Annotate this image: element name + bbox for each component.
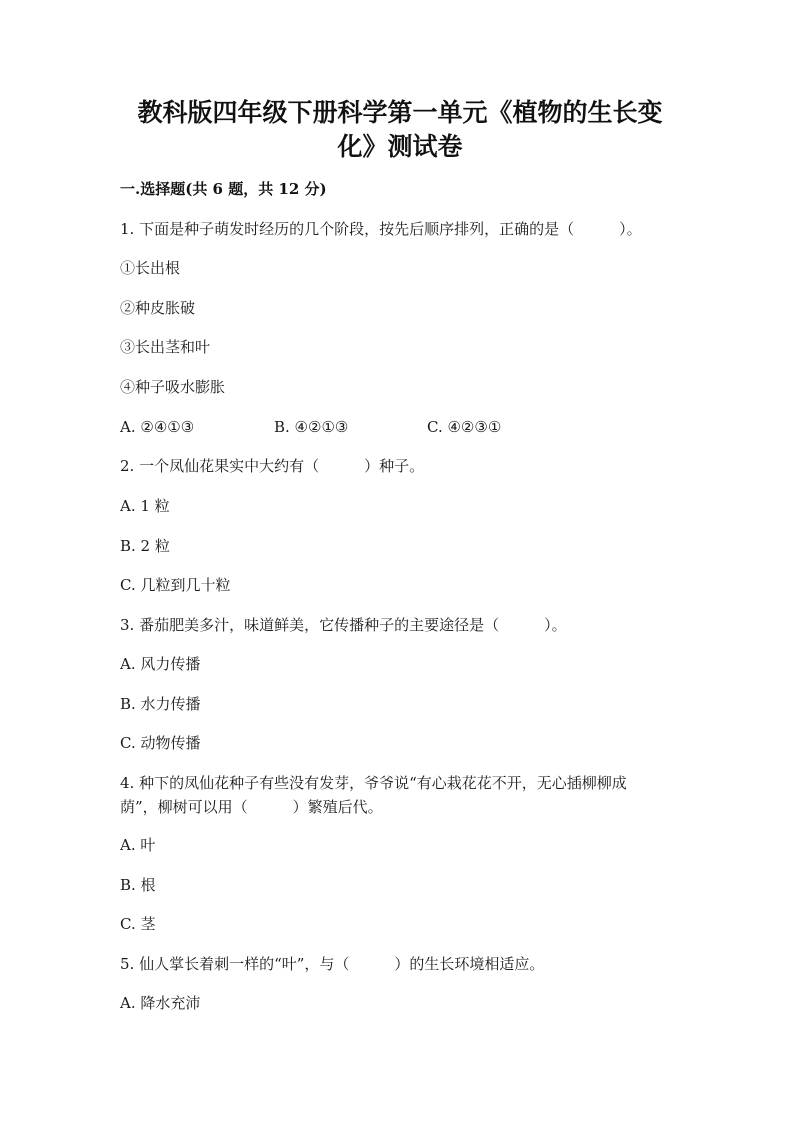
question-3-option-b[interactable]: B. 水力传播	[120, 695, 201, 713]
question-4-option-b[interactable]: B. 根	[120, 876, 156, 894]
question-4-option-c[interactable]: C. 茎	[120, 915, 156, 933]
page-title-line-1: 教科版四年级下册科学第一单元《植物的生长变	[137, 98, 663, 127]
question-2-option-b[interactable]: B. 2 粒	[120, 537, 170, 555]
question-1-option-c[interactable]: C. ④②③①	[427, 418, 502, 436]
question-5-option-a[interactable]: A. 降水充沛	[120, 994, 201, 1012]
question-3-option-c[interactable]: C. 动物传播	[120, 734, 201, 752]
question-1-item-3: ③长出茎和叶	[120, 338, 211, 356]
question-1-option-b[interactable]: B. ④②①③	[274, 418, 349, 436]
question-3-option-a[interactable]: A. 风力传播	[120, 655, 201, 673]
question-2-option-a[interactable]: A. 1 粒	[120, 497, 170, 515]
question-1-stem: 1. 下面是种子萌发时经历的几个阶段，按先后顺序排列，正确的是（ ）。	[120, 220, 642, 238]
section-heading: 一.选择题(共 6 题，共 12 分)	[120, 180, 327, 198]
question-4-option-a[interactable]: A. 叶	[120, 836, 156, 854]
question-1-option-a[interactable]: A. ②④①③	[120, 418, 195, 436]
question-2-option-c[interactable]: C. 几粒到几十粒	[120, 576, 231, 594]
question-4-stem-line-2: 荫”，柳树可以用（ ）繁殖后代。	[120, 798, 383, 816]
page-title-line-2: 化》测试卷	[337, 132, 463, 161]
question-1-item-4: ④种子吸水膨胀	[120, 378, 226, 396]
question-4-stem-line-1: 4. 种下的凤仙花种子有些没有发芽，爷爷说“有心栽花花不开，无心插柳柳成	[120, 774, 627, 792]
question-3-stem: 3. 番茄肥美多汁，味道鲜美，它传播种子的主要途径是（ ）。	[120, 616, 567, 634]
question-1-item-2: ②种皮胀破	[120, 299, 196, 317]
question-1-item-1: ①长出根	[120, 259, 181, 277]
question-2-stem: 2. 一个凤仙花果实中大约有（ ）种子。	[120, 457, 425, 475]
question-5-stem: 5. 仙人掌长着刺一样的“叶”，与（ ）的生长环境相适应。	[120, 955, 545, 973]
